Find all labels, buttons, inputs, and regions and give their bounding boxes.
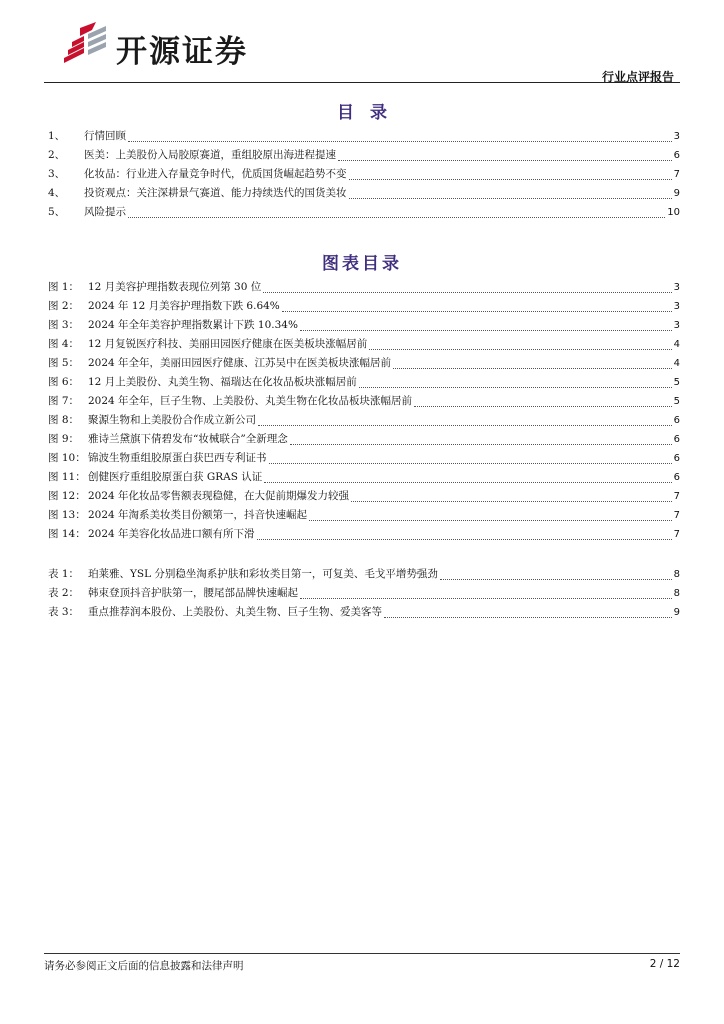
page-header (44, 18, 680, 84)
header-divider (44, 82, 680, 83)
toc-item[interactable]: 4、 投资观点：关注深耕景气赛道、能力持续迭代的国货美妆 9 (48, 187, 680, 199)
figure-item[interactable]: 图 10： 锦波生物重组胶原蛋白获巴西专利证书 6 (48, 452, 680, 464)
footer-divider (44, 953, 680, 954)
table-list (48, 566, 680, 623)
figure-item[interactable]: 图 3： 2024 年全年美容护理指数累计下跌 10.34% 3 (48, 319, 680, 331)
toc-title: 目录 (337, 103, 403, 123)
figure-item[interactable]: 图 13： 2024 年淘系美妆类目份额第一，抖音快速崛起 7 (48, 509, 680, 521)
table-item[interactable]: 表 3： 重点推荐润本股份、上美股份、丸美生物、巨子生物、爱美客等 9 (48, 606, 680, 618)
figure-item[interactable]: 图 11： 创健医疗重组胶原蛋白获 GRAS 认证 6 (48, 471, 680, 483)
figure-item[interactable]: 图 4： 12 月复锐医疗科技、美丽田园医疗健康在医美板块涨幅居前 4 (48, 338, 680, 350)
figure-item[interactable]: 图 1： 12 月美容护理指数表现位列第 30 位 3 (48, 281, 680, 293)
toc-item[interactable]: 2、 医美：上美股份入局胶原赛道，重组胶原出海进程提速 6 (48, 149, 680, 161)
figure-item[interactable]: 图 12： 2024 年化妆品零售额表现稳健，在大促前期爆发力较强 7 (48, 490, 680, 502)
figure-list-title: 图表目录 (322, 254, 402, 274)
figure-item[interactable]: 图 6： 12 月上美股份、丸美生物、福瑞达在化妆品板块涨幅居前 5 (48, 376, 680, 388)
table-item[interactable]: 表 2： 韩束登顶抖音护肤第一，腰尾部品牌快速崛起 8 (48, 587, 680, 599)
page-number: 2 / 12 (649, 958, 680, 970)
figure-item[interactable]: 图 5： 2024 年全年，美丽田园医疗健康、江苏吴中在医美板块涨幅居前 4 (48, 357, 680, 369)
figure-item[interactable]: 图 2： 2024 年 12 月美容护理指数下跌 6.64% 3 (48, 300, 680, 312)
figure-item[interactable]: 图 9： 雅诗兰黛旗下倩碧发布“妆械联合”全新理念 6 (48, 433, 680, 445)
brand-name: 开源证券 (116, 34, 248, 70)
footer-disclaimer: 请务必参阅正文后面的信息披露和法律声明 (44, 960, 244, 972)
toc-item[interactable]: 1、 行情回顾 3 (48, 130, 680, 142)
figure-list (48, 279, 680, 545)
figure-item[interactable]: 图 14： 2024 年美容化妆品进口额有所下滑 7 (48, 528, 680, 540)
toc-item[interactable]: 3、 化妆品：行业进入存量竞争时代，优质国货崛起趋势不变 7 (48, 168, 680, 180)
figure-item[interactable]: 图 7： 2024 年全年，巨子生物、上美股份、丸美生物在化妆品板块涨幅居前 5 (48, 395, 680, 407)
kaiyuan-logo-icon (62, 20, 112, 66)
figure-item[interactable]: 图 8： 聚源生物和上美股份合作成立新公司 6 (48, 414, 680, 426)
toc-list (48, 128, 680, 223)
table-item[interactable]: 表 1： 珀莱雅、YSL 分别稳坐淘系护肤和彩妆类目第一，可复美、毛戈平增势强劲 8 (48, 568, 680, 580)
toc-item[interactable]: 5、 风险提示 10 (48, 206, 680, 218)
report-type: 行业点评报告 (601, 70, 674, 84)
